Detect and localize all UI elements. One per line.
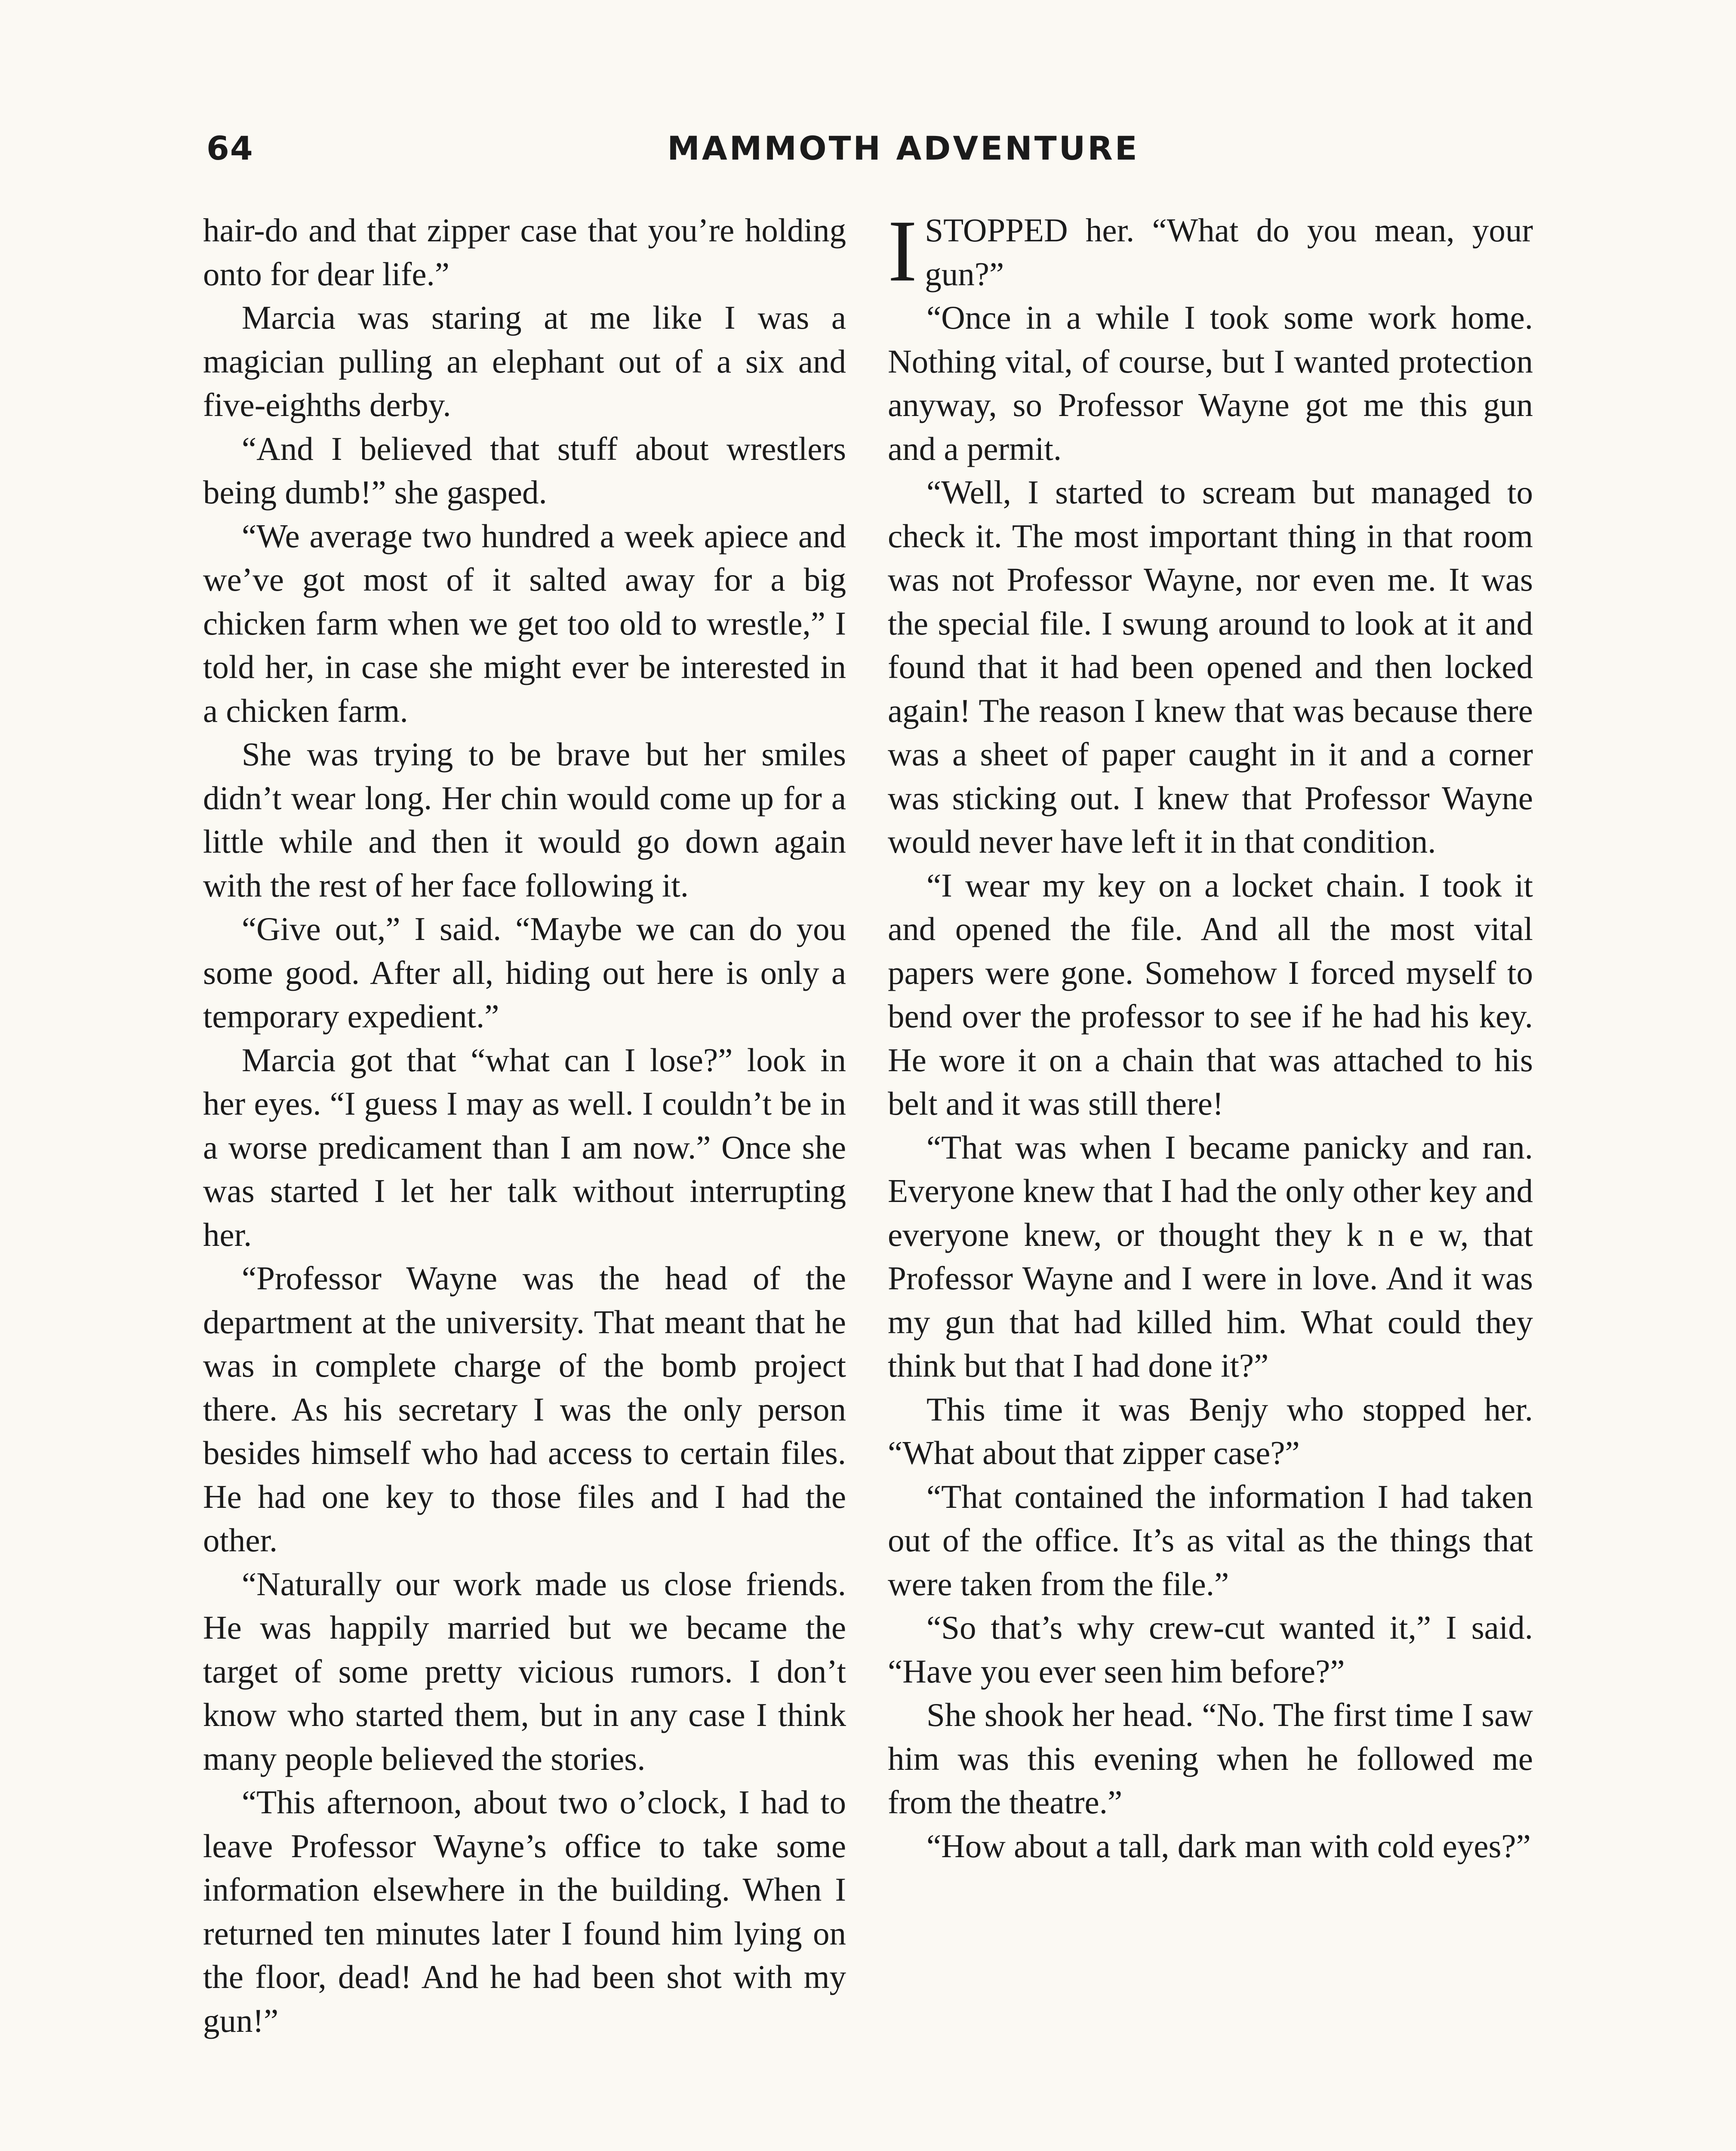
opening-text: STOPPED her. “What do you mean, your gun?”: [925, 212, 1533, 293]
paragraph: “Professor Wayne was the head of the department at the university. That meant that he was in complete charge of the bomb project there. As his secretary I was the only person besides himself who had access to certain files. He had one key to those files and I had the other.: [203, 1260, 846, 1559]
right-column: [888, 202, 1533, 1868]
paragraph: She shook her head. “No. The first time I saw him was this evening when he followed me from the theatre.”: [888, 1696, 1533, 1821]
paragraph: “And I believed that stuff about wrestlers being dumb!” she gasped.: [203, 430, 846, 511]
paragraph: “That contained the information I had taken out of the office. It’s as vital as the things that were taken from the file.”: [888, 1478, 1533, 1602]
running-title: MAMMOTH ADVENTURE: [667, 129, 1139, 167]
paragraph: “So that’s why crew-cut wanted it,” I said. “Have you ever seen him before?”: [888, 1609, 1533, 1690]
paragraph: “Once in a while I took some work home. Nothing vital, of course, but I wanted protection anyway, so Professor Wayne got me this gun and a permit.: [888, 299, 1533, 467]
paragraph: “That was when I became panicky and ran. Everyone knew that I had the only other key and everyone knew, or thought they k n e w, that Professor Wayne and I were in love. And it was my gun that had killed him. What could they think but that I had done it?”: [888, 1128, 1533, 1384]
drop-cap: I: [888, 202, 917, 300]
paragraph: “We average two hundred a week apiece and we’ve got most of it salted away for a big chicken farm when we get too old to wrestle,” I told her, in case she might ever be interested in a chicken farm.: [203, 517, 846, 729]
opening-paragraph: [888, 202, 1533, 300]
paragraph: She was trying to be brave but her smiles didn’t wear long. Her chin would come up for a little while and then it would go down again with the rest of her face following it.: [203, 736, 846, 904]
paragraph: “Give out,” I said. “Maybe we can do you some good. After all, hiding out here is only a temporary expedient.”: [203, 910, 846, 1035]
paragraph: Marcia was staring at me like I was a magician pulling an elephant out of a six and five-eighths derby.: [203, 299, 846, 423]
paragraph: This time it was Benjy who stopped her. “What about that zipper case?”: [888, 1390, 1533, 1471]
page-number: 64: [206, 129, 254, 167]
paragraph: Marcia got that “what can I lose?” look in her eyes. “I guess I may as well. I couldn’t be in a worse predicament than I am now.” Once she was started I let her talk without interrupting her.: [203, 1041, 846, 1253]
left-column: [203, 209, 846, 2043]
paragraph: “Well, I started to scream but managed to check it. The most important thing in that room was not Professor Wayne, nor even me. It was the special file. I swung around to look at it and found that it had been opened and then locked again! The reason I knew that was because there was a sheet of paper caught in it and a corner was sticking out. I knew that Professor Wayne would never have left it in that condition.: [888, 474, 1533, 860]
paragraph: “I wear my key on a locket chain. I took it and opened the file. And all the most vital papers were gone. Somehow I forced myself to bend over the professor to see if he had his key. He wore it on a chain that was attached to his belt and it was still there!: [888, 866, 1533, 1122]
paragraph: “Naturally our work made us close friends. He was happily married but we became the target of some pretty vicious rumors. I don’t know who started them, but in any case I think many people believed the stories.: [203, 1565, 846, 1777]
paragraph: hair-do and that zipper case that you’re holding onto for dear life.”: [203, 212, 846, 293]
paragraph: “This afternoon, about two o’clock, I had to leave Professor Wayne’s office to take some information elsewhere in the building. When I returned ten minutes later I found him lying on the floor, dead! And he had been shot with my gun!”: [203, 1784, 846, 2039]
paragraph: “How about a tall, dark man with cold eyes?”: [926, 1827, 1531, 1864]
